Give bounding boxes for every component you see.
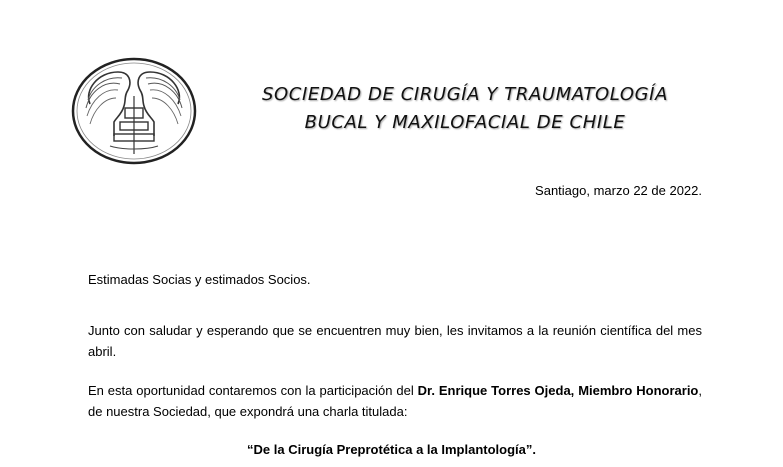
letter-date: Santiago, marzo 22 de 2022. [535,183,702,198]
letter-greeting: Estimadas Socias y estimados Socios. [88,272,311,287]
paragraph-2-intro: En esta oportunidad contaremos con la participación del [88,383,418,398]
organization-name-line-1: SOCIEDAD DE CIRUGÍA Y TRAUMATOLOGÍA [261,84,669,105]
letter-paragraph-1: Junto con saludar y esperando que se encuentren muy bien, les invitamos a la reunión científica del mes abril. [88,323,702,359]
talk-title: “De la Cirugía Preprotética a la Implantología”. [247,442,536,457]
paragraph-2-outro: , de nuestra Sociedad, que expondrá una charla titulada: [88,383,702,419]
society-logo [70,56,198,166]
letter-paragraph-2 [88,380,702,422]
speaker-name: Dr. Enrique Torres Ojeda, Miembro Honorario [417,383,699,398]
organization-name-line-2: BUCAL Y MAXILOFACIAL DE CHILE [304,112,626,133]
